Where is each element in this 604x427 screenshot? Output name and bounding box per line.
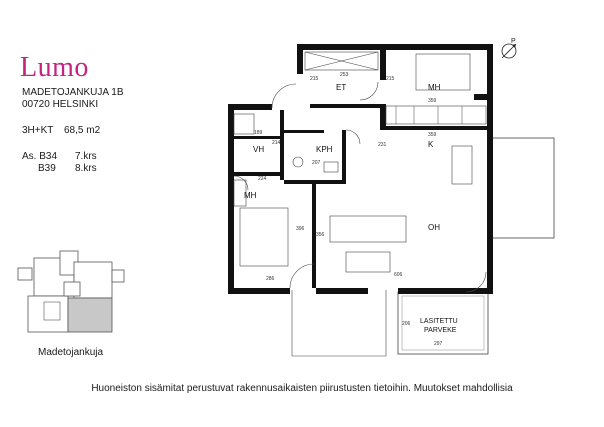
unit-floor-2: 8.krs <box>75 163 97 174</box>
apartment-area: 68,5 m2 <box>64 125 101 136</box>
dim-231: 231 <box>378 142 387 148</box>
brand-logo: Lumo <box>20 52 89 83</box>
dim-606: 606 <box>394 272 403 278</box>
address-city: 00720 HELSINKI <box>22 99 99 110</box>
footer-note: Huoneiston sisämitat perustuvat rakennusaikaisten piirustusten tietoihin. Muutokset mahdollisia <box>91 383 513 394</box>
apartment-type: 3H+KT <box>22 125 54 136</box>
dim-396: 396 <box>296 226 305 232</box>
room-kph: KPH <box>316 145 333 154</box>
dim-189: 189 <box>254 130 263 136</box>
dim-297: 297 <box>434 341 443 347</box>
unit-label-2: B39 <box>38 163 56 174</box>
dim-224: 224 <box>258 176 267 182</box>
room-vh: VH <box>253 145 265 154</box>
unit-floor-1: 7.krs <box>75 151 97 162</box>
dim-215b: 215 <box>386 76 395 82</box>
dim-359a: 359 <box>428 98 437 104</box>
room-oh: OH <box>428 223 440 232</box>
address-street: MADETOJANKUJA 1B <box>22 87 124 98</box>
dim-356: 356 <box>316 232 325 238</box>
room-mh1: MH <box>428 83 441 92</box>
compass-letter: P <box>511 38 516 45</box>
dim-286: 286 <box>266 276 275 282</box>
room-balcony-2: PARVEKE <box>424 327 457 334</box>
dim-215a: 215 <box>310 76 319 82</box>
unit-label-1: As. B34 <box>22 151 58 162</box>
dim-359b: 359 <box>428 132 437 138</box>
room-mh2: MH <box>244 191 257 200</box>
dim-207: 207 <box>312 160 321 166</box>
room-balcony-1: LASITETTU <box>420 318 458 325</box>
dim-206: 206 <box>402 321 411 327</box>
room-k: K <box>428 140 434 149</box>
key-map-label: Madetojankuja <box>38 347 104 358</box>
room-et: ET <box>336 83 347 92</box>
dim-253: 253 <box>340 72 349 78</box>
dim-214: 214 <box>272 140 281 146</box>
